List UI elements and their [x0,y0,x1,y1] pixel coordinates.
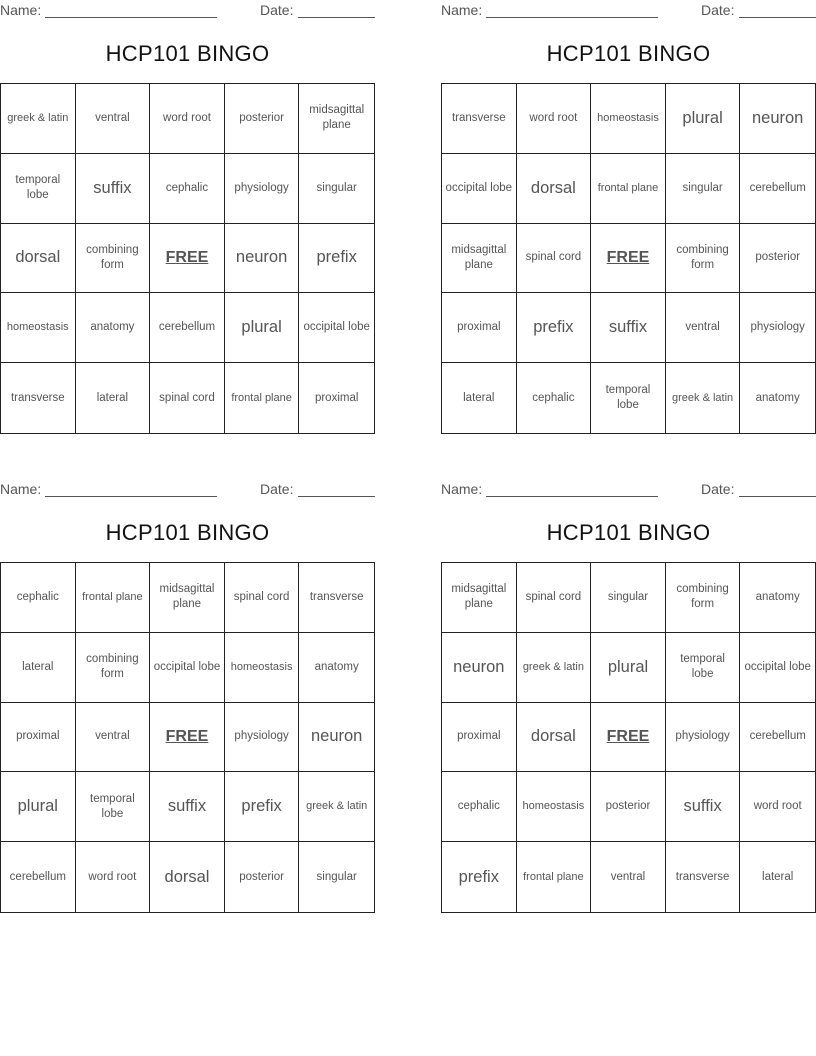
bingo-cell[interactable]: transverse [666,842,741,912]
bingo-cell[interactable]: cerebellum [740,703,815,773]
bingo-cell[interactable]: homeostasis [517,772,592,842]
bingo-cell[interactable]: physiology [740,293,815,363]
bingo-cell[interactable]: combining form [76,224,151,294]
card-title: HCP101 BINGO [105,41,270,66]
bingo-cell[interactable]: anatomy [740,563,815,633]
bingo-cell[interactable]: transverse [442,84,517,154]
date-label: Date: [260,2,294,18]
bingo-cell[interactable]: ventral [76,703,151,773]
bingo-cell[interactable]: word root [740,772,815,842]
name-field[interactable] [45,17,217,18]
bingo-cell[interactable]: posterior [225,84,300,154]
bingo-cell[interactable]: midsagittal plane [150,563,225,633]
date-field[interactable] [739,17,816,18]
bingo-cell[interactable]: anatomy [299,633,374,703]
bingo-cell[interactable]: occipital lobe [442,154,517,224]
bingo-grid [441,562,816,913]
card-header [441,481,816,499]
bingo-card-1 [0,0,375,440]
bingo-cell[interactable]: homeostasis [225,633,300,703]
bingo-cell[interactable]: greek & latin [517,633,592,703]
bingo-cell[interactable]: dorsal [517,154,592,224]
bingo-grid [441,83,816,434]
bingo-cell[interactable]: transverse [1,363,76,433]
bingo-cell[interactable]: lateral [762,870,794,883]
free-space[interactable]: FREE [591,703,666,773]
date-field[interactable] [298,17,375,18]
bingo-cell[interactable]: cerebellum [740,154,815,224]
bingo-cell[interactable]: frontal plane [76,563,151,633]
bingo-cell[interactable]: dorsal [150,842,225,912]
bingo-cell[interactable]: prefix [225,772,300,842]
bingo-cell[interactable]: homeostasis [591,84,666,154]
bingo-cell[interactable]: proximal [1,703,76,773]
bingo-cell[interactable]: cephalic [1,563,76,633]
bingo-cell[interactable]: anatomy [755,391,800,404]
bingo-cell[interactable]: anatomy [76,293,151,363]
bingo-cell[interactable]: suffix [76,154,151,224]
bingo-cell[interactable]: prefix [442,842,517,912]
bingo-cell[interactable]: cephalic [150,154,225,224]
bingo-cell[interactable]: suffix [591,293,666,363]
bingo-cell[interactable]: neuron [740,84,815,154]
name-field[interactable] [486,496,658,497]
bingo-cell[interactable]: midsagittal plane [442,563,517,633]
bingo-cell[interactable]: singular [299,154,374,224]
bingo-cell[interactable]: posterior [740,224,815,294]
name-label: Name: [0,2,42,18]
bingo-cell[interactable]: cephalic [442,772,517,842]
bingo-cell[interactable]: suffix [666,772,741,842]
bingo-cell[interactable]: midsagittal plane [299,84,374,154]
bingo-cell[interactable]: ventral [666,293,741,363]
card-title: HCP101 BINGO [105,520,270,545]
bingo-cell[interactable]: combining form [666,224,741,294]
bingo-cell[interactable]: word root [76,842,151,912]
bingo-cell[interactable]: lateral [442,363,517,433]
bingo-cell[interactable]: prefix [299,224,374,294]
bingo-cell[interactable]: plural [666,84,741,154]
name-field[interactable] [45,496,217,497]
bingo-cell[interactable]: suffix [150,772,225,842]
bingo-cell[interactable]: combining form [76,633,151,703]
free-space[interactable]: FREE [150,703,225,773]
bingo-cell[interactable]: lateral [76,363,151,433]
bingo-cell[interactable]: posterior [591,772,666,842]
name-field[interactable] [486,17,658,18]
card-title: HCP101 BINGO [546,41,711,66]
bingo-cell[interactable]: word root [517,84,592,154]
bingo-cell[interactable]: plural [225,293,300,363]
card-header [0,2,375,20]
bingo-cell[interactable]: transverse [299,563,374,633]
bingo-cell[interactable]: physiology [225,703,300,773]
bingo-cell[interactable]: occipital lobe [740,633,815,703]
bingo-cell[interactable]: plural [591,633,666,703]
bingo-cell[interactable]: frontal plane [517,842,592,912]
bingo-card-4 [441,479,816,919]
bingo-cell[interactable]: physiology [666,703,741,773]
bingo-cell[interactable]: combining form [666,563,741,633]
bingo-cell[interactable]: proximal [442,703,517,773]
bingo-cell[interactable]: cerebellum [1,842,76,912]
bingo-card-2 [441,0,816,440]
bingo-cell[interactable]: greek & latin [299,772,374,842]
bingo-cell[interactable]: prefix [517,293,592,363]
bingo-cell[interactable]: plural [1,772,76,842]
bingo-cell[interactable]: neuron [299,703,374,773]
bingo-grid [0,83,375,434]
bingo-card-3 [0,479,375,919]
bingo-cell[interactable]: temporal lobe [1,154,76,224]
bingo-cell[interactable]: spinal cord [517,563,592,633]
bingo-cell[interactable]: frontal plane [225,363,300,433]
bingo-cell[interactable]: frontal plane [591,154,666,224]
card-header [441,2,816,20]
bingo-cell[interactable]: midsagittal plane [442,224,517,294]
name-label: Name: [441,481,483,497]
date-field[interactable] [298,496,375,497]
bingo-cell[interactable]: singular [316,870,357,883]
bingo-cell[interactable]: cerebellum [150,293,225,363]
bingo-cell[interactable]: spinal cord [150,363,225,433]
bingo-cell[interactable]: cephalic [517,363,592,433]
bingo-cell[interactable]: occipital lobe [150,633,225,703]
bingo-cell[interactable]: dorsal [517,703,592,773]
bingo-cell[interactable]: posterior [225,842,300,912]
bingo-cell[interactable]: ventral [76,84,151,154]
bingo-cell[interactable]: singular [666,154,741,224]
bingo-cell[interactable]: lateral [1,633,76,703]
bingo-cell[interactable]: occipital lobe [299,293,374,363]
bingo-cell[interactable]: proximal [314,391,359,404]
bingo-cell[interactable]: singular [591,563,666,633]
date-field[interactable] [739,496,816,497]
card-title: HCP101 BINGO [546,520,711,545]
bingo-cell[interactable]: proximal [442,293,517,363]
bingo-cell[interactable]: temporal lobe [591,363,666,433]
bingo-cell[interactable]: greek & latin [1,84,76,154]
free-space[interactable]: FREE [150,224,225,294]
bingo-cell[interactable]: spinal cord [225,563,300,633]
card-header [0,481,375,499]
bingo-cell[interactable]: greek & latin [666,363,741,433]
date-label: Date: [260,481,294,497]
bingo-cell[interactable]: dorsal [1,224,76,294]
date-label: Date: [701,481,735,497]
bingo-cell[interactable]: homeostasis [1,293,76,363]
bingo-cell[interactable]: ventral [591,842,666,912]
bingo-cell[interactable]: neuron [225,224,300,294]
bingo-cell[interactable]: spinal cord [517,224,592,294]
bingo-cell[interactable]: temporal lobe [76,772,151,842]
bingo-cell[interactable]: temporal lobe [666,633,741,703]
bingo-cell[interactable]: neuron [442,633,517,703]
free-space[interactable]: FREE [591,224,666,294]
date-label: Date: [701,2,735,18]
name-label: Name: [441,2,483,18]
name-label: Name: [0,481,42,497]
bingo-grid [0,562,375,913]
bingo-cell[interactable]: physiology [225,154,300,224]
bingo-cell[interactable]: word root [150,84,225,154]
